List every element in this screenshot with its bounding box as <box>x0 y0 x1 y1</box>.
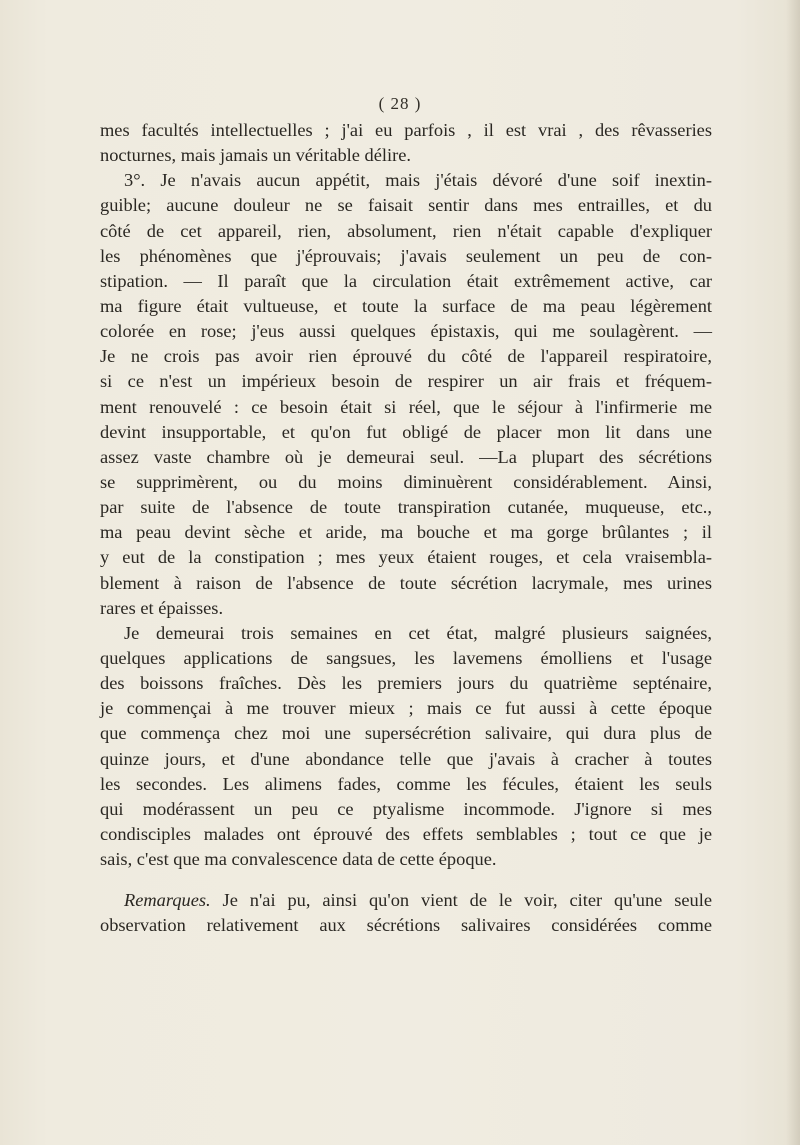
text-line: devint insupportable, et qu'on fut obligé de placer mon lit dans une <box>100 421 712 442</box>
text-line: se supprimèrent, ou du moins diminuèrent considérablement. Ainsi, <box>100 471 712 492</box>
text-line: nocturnes, mais jamais un véritable délire. <box>100 145 412 166</box>
text-line <box>100 888 712 913</box>
text-fragment: Je n'ai pu, ainsi qu'on vient de le voir, citer qu'une seule <box>210 890 712 911</box>
text-line: par suite de l'absence de toute transpiration cutanée, muqueuse, etc., <box>100 497 712 518</box>
text-line: condisciples malades ont éprouvé des effets semblables ; tout ce que je <box>100 823 712 844</box>
text-line: ment renouvelé : ce besoin était si réel, que le séjour à l'infirmerie me <box>100 396 712 417</box>
text-line: je commençai à me trouver mieux ; mais ce fut aussi à cette époque <box>100 698 712 719</box>
text-line: Je demeurai trois semaines en cet état, malgré plusieurs saignées, <box>124 622 712 643</box>
text-line: colorée en rose; j'eus aussi quelques épistaxis, qui me soulagèrent. — <box>100 321 712 342</box>
text-line: blement à raison de l'absence de toute sécrétion lacrymale, mes urines <box>100 572 712 593</box>
text-line: les phénomènes que j'éprouvais; j'avais seulement un peu de con- <box>100 245 712 266</box>
text-line: rares et épaisses. <box>100 597 224 618</box>
text-line: ma figure était vultueuse, et toute la surface de ma peau légèrement <box>100 295 712 316</box>
text-line: quinze jours, et d'une abondance telle que j'avais à cracher à toutes <box>100 748 712 769</box>
text-line: si ce n'est un impérieux besoin de respirer un air frais et fréquem- <box>100 371 712 392</box>
text-line: côté de cet appareil, rien, absolument, rien n'était capable d'expliquer <box>100 220 712 241</box>
text-line: 3°. Je n'avais aucun appétit, mais j'étais dévoré d'une soif inextin- <box>124 170 712 191</box>
text-line: Je ne crois pas avoir rien éprouvé du côté de l'appareil respiratoire, <box>100 346 712 367</box>
text-line: des boissons fraîches. Dès les premiers jours du quatrième septénaire, <box>100 673 712 694</box>
paragraph-spacer <box>100 872 712 888</box>
text-line: guible; aucune douleur ne se faisait sentir dans mes entrailles, et du <box>100 195 712 216</box>
text-line: qui modérassent un peu ce ptyalisme incommode. J'ignore si mes <box>100 798 712 819</box>
text-line: ma peau devint sèche et aride, ma bouche et ma gorge brûlantes ; il <box>100 522 712 543</box>
page-edge-shadow <box>786 0 800 1145</box>
text-line: mes facultés intellectuelles ; j'ai eu parfois , il est vrai , des rêvasseries <box>100 120 712 140</box>
text-line: assez vaste chambre où je demeurai seul. —La plupart des sécrétions <box>100 446 712 467</box>
text-line: y eut de la constipation ; mes yeux étaient rouges, et cela vraisembla- <box>100 547 712 568</box>
text-line: stipation. — Il paraît que la circulation était extrêmement active, car <box>100 270 712 291</box>
remarques-heading: Remarques. <box>124 890 211 911</box>
text-line: quelques applications de sangsues, les lavemens émolliens et l'usage <box>100 647 712 668</box>
text-line: les secondes. Les alimens fades, comme les fécules, étaient les seuls <box>100 773 712 794</box>
body-text <box>100 118 712 939</box>
text-line: sais, c'est que ma convalescence data de cette époque. <box>100 849 497 870</box>
text-line: que commença chez moi une supersécrétion salivaire, qui dura plus de <box>100 723 712 744</box>
text-line: observation relativement aux sécrétions salivaires considérées comme <box>100 915 712 936</box>
page-number: ( 28 ) <box>378 94 422 113</box>
